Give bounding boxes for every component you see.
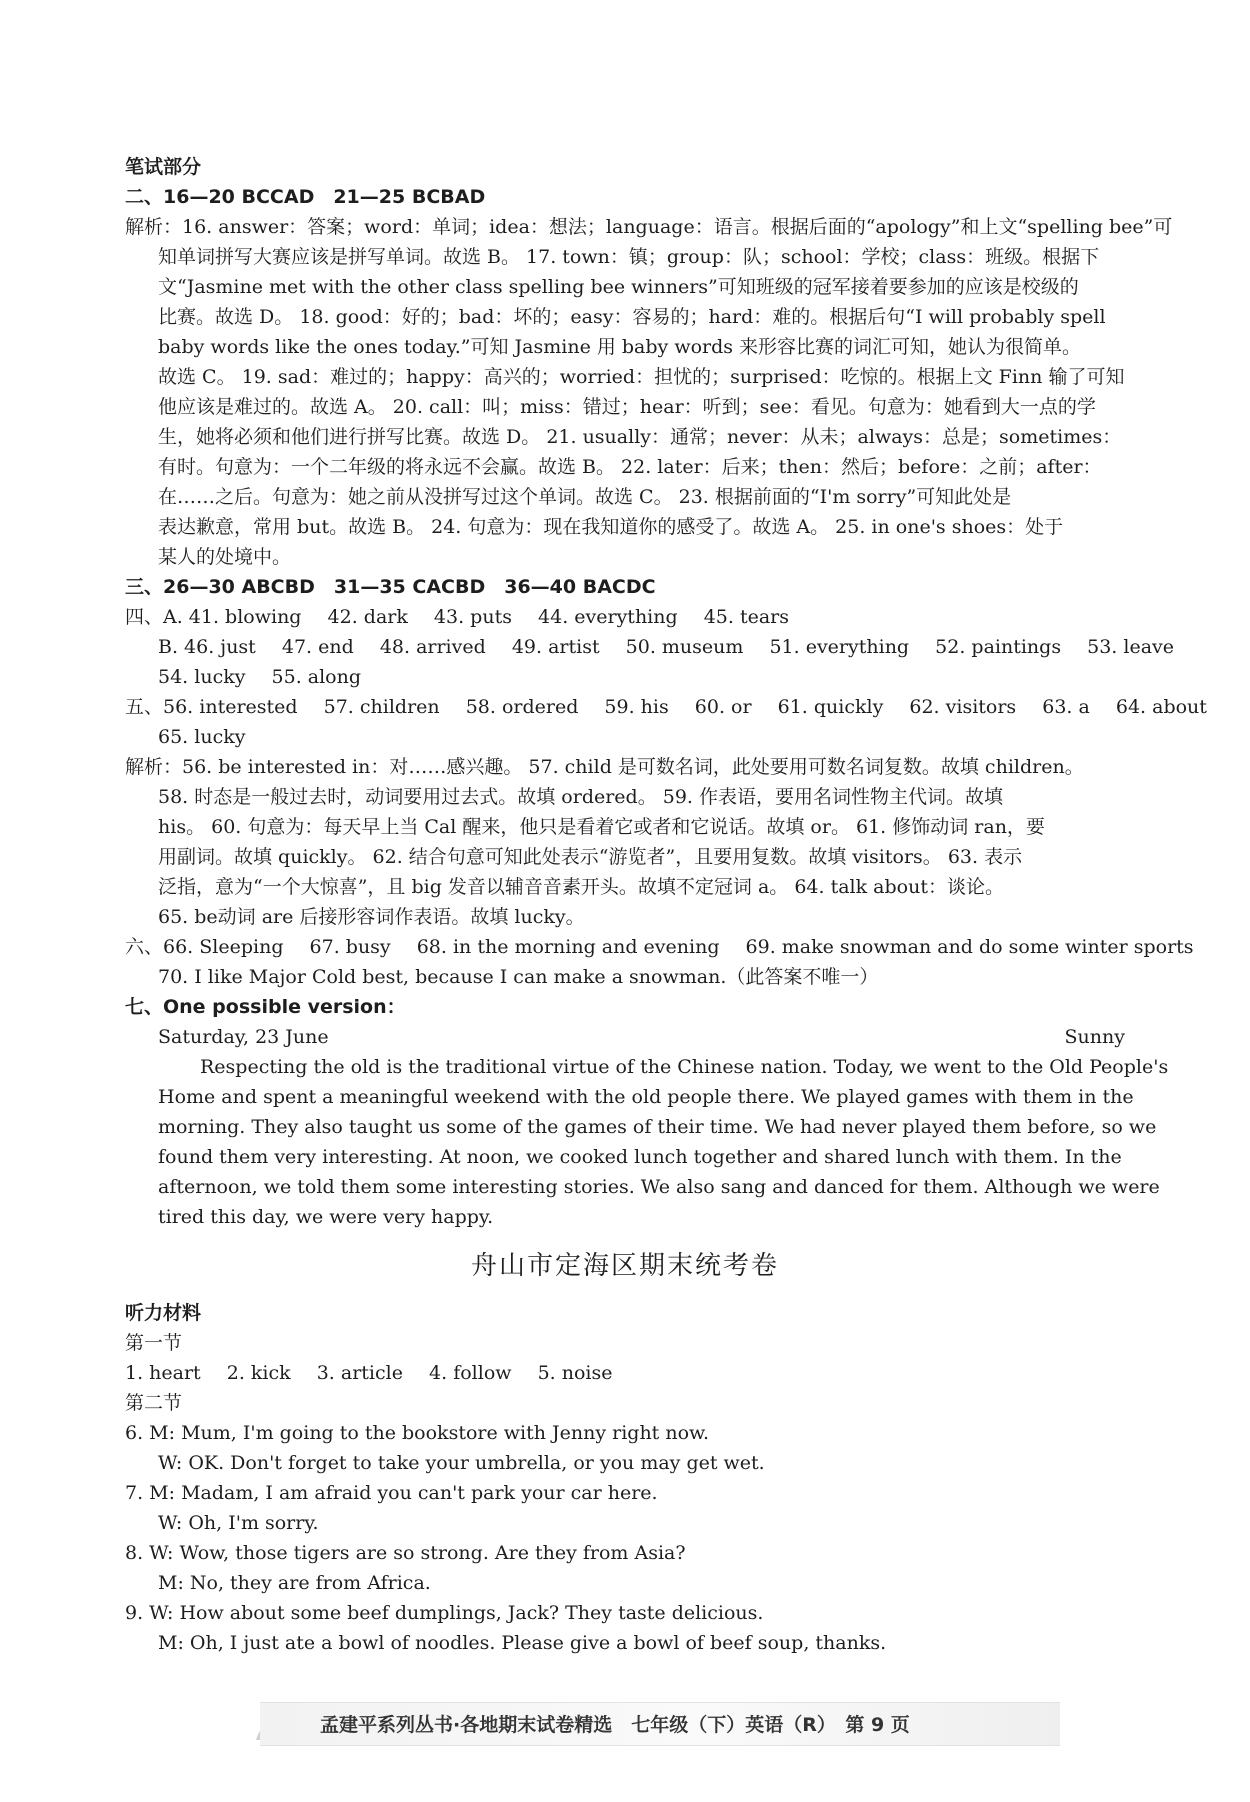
essay-weather: Sunny xyxy=(1064,1026,1125,1048)
answer-item: 47. end xyxy=(281,636,354,658)
answer-item: 4. follow xyxy=(429,1362,512,1384)
part1-label: 第一节 xyxy=(125,1332,183,1354)
answer-item: B. 46. just xyxy=(158,636,256,658)
answer-item: 3. article xyxy=(316,1362,403,1384)
dialogue-line: M: Oh, I just ate a bowl of noodles. Please give a bowl of beef soup, thanks. xyxy=(158,1632,887,1654)
s4-a-answers xyxy=(125,602,1125,632)
answer-item: 57. children xyxy=(323,696,440,718)
text-line: 故选 C。 19. sad：难过的；happy：高兴的；worried：担忧的；surprised：吃惊的。根据上文 Finn 输了可知 xyxy=(158,366,1125,388)
text-line: 知单词拼写大赛应该是拼写单词。故选 B。 17. town：镇；group：队；school：学校；class：班级。根据下 xyxy=(158,246,1100,268)
answer-item: 62. visitors xyxy=(909,696,1017,718)
s7-essay xyxy=(125,1052,1169,1232)
dialogue-line: 7. M: Madam, I am afraid you can't park your car here. xyxy=(125,1482,658,1504)
part1-answers xyxy=(125,1358,1125,1388)
answer-item: 60. or xyxy=(694,696,752,718)
answer-item: 52. paintings xyxy=(935,636,1062,658)
answer-item: 64. about xyxy=(1115,696,1207,718)
text-line: his。 60. 句意为：每天早上当 Cal 醒来，他只是看着它或者和它说话。故填 or。 61. 修饰动词 ran，要 xyxy=(158,816,1045,838)
answer-item: 42. dark xyxy=(327,606,408,628)
text-line: 泛指，意为“一个大惊喜”，且 big 发音以辅音音素开头。故填不定冠词 a。 64. talk about：谈论。 xyxy=(158,876,1004,898)
s5-answers-cont xyxy=(125,722,1125,752)
s7-header xyxy=(125,1022,1125,1052)
text-line: 他应该是难过的。故选 A。 20. call：叫；miss：错过；hear：听到；see：看见。句意为：她看到大一点的学 xyxy=(158,396,1096,418)
answer-item: 2. kick xyxy=(226,1362,291,1384)
answer-item: 67. busy xyxy=(309,936,391,958)
s5-answers xyxy=(125,692,1207,722)
s6-answers xyxy=(125,932,1194,962)
section-heading-written: 笔试部分 xyxy=(125,156,202,178)
answer-item: 68. in the morning and evening xyxy=(416,936,720,958)
text-line: 生，她将必须和他们进行拼写比赛。故选 D。 21. usually：通常；never：从未；always：总是；sometimes： xyxy=(158,426,1122,448)
answer-item: 58. ordered xyxy=(465,696,579,718)
answer-item: 43. puts xyxy=(433,606,512,628)
answer-item: 五、56. interested xyxy=(125,696,298,718)
dialogue-line: 9. W: How about some beef dumplings, Jack? They taste delicious. xyxy=(125,1602,764,1624)
essay-line: found them very interesting. At noon, we cooked lunch together and shared lunch with them. In the xyxy=(158,1146,1122,1168)
s4-b-answers xyxy=(125,632,1175,662)
answer-item: 69. make snowman and do some winter sports xyxy=(745,936,1194,958)
s2-analysis xyxy=(125,212,1173,572)
answer-page xyxy=(125,152,1207,1658)
exam-title: 舟山市定海区期末统考卷 xyxy=(470,1251,779,1281)
answer-item: 61. quickly xyxy=(777,696,884,718)
answer-item: 50. museum xyxy=(625,636,744,658)
text-line: 文“Jasmine met with the other class spelling bee winners”可知班级的冠军接着要参加的应该是校级的 xyxy=(158,276,1079,298)
page-footer: 孟建平系列丛书·各地期末试卷精选 七年级（下）英语（R） 第 9 页 xyxy=(260,1702,1060,1746)
s6-answer-70: 70. I like Major Cold best, because I can make a snowman.（此答案不唯一） xyxy=(158,966,879,988)
answer-item: 六、66. Sleeping xyxy=(125,936,284,958)
answer-item: 49. artist xyxy=(511,636,600,658)
text-line: 58. 时态是一般过去时，动词要用过去式。故填 ordered。 59. 作表语，要用名词性物主代词。故填 xyxy=(158,786,1004,808)
answer-item: 54. lucky xyxy=(158,666,246,688)
text-line: 在……之后。句意为：她之前从没拼写过这个单词。故选 C。 23. 根据前面的“I'm sorry”可知此处是 xyxy=(158,486,1012,508)
answer-item: 59. his xyxy=(604,696,669,718)
answer-item: 65. lucky xyxy=(158,726,246,748)
essay-line: morning. They also taught us some of the games of their time. We had never played them before, so we xyxy=(158,1116,1157,1138)
answer-item: 55. along xyxy=(271,666,362,688)
answer-item: 44. everything xyxy=(538,606,678,628)
s4-b-answers-cont xyxy=(125,662,1125,692)
essay-line: Home and spent a meaningful weekend with the old people there. We played games with them in the xyxy=(158,1086,1134,1108)
text-line: 65. be动词 are 后接形容词作表语。故填 lucky。 xyxy=(158,906,585,928)
text-line: 某人的处境中。 xyxy=(158,546,292,568)
s3-answers: 三、26—30 ABCBD 31—35 CACBD 36—40 BACDC xyxy=(125,576,656,598)
text-line: 表达歉意，常用 but。故选 B。 24. 句意为：现在我知道你的感受了。故选 A。 25. in one's shoes：处于 xyxy=(158,516,1064,538)
s5-analysis xyxy=(125,752,1125,932)
text-line: 有时。句意为：一个二年级的将永远不会赢。故选 B。 22. later：后来；then：然后；before：之前；after： xyxy=(158,456,1102,478)
dialogue-line: 6. M: Mum, I'm going to the bookstore with Jenny right now. xyxy=(125,1422,710,1444)
answer-item: 53. leave xyxy=(1087,636,1175,658)
answer-item: 5. noise xyxy=(537,1362,613,1384)
answer-item: 1. heart xyxy=(125,1362,201,1384)
essay-line: afternoon, we told them some interesting stories. We also sang and danced for them. Although we were xyxy=(158,1176,1160,1198)
listening-label: 听力材料 xyxy=(125,1302,202,1324)
answer-item: 四、A. 41. blowing xyxy=(125,606,302,628)
part2-label: 第二节 xyxy=(125,1392,183,1414)
s7-label: 七、One possible version： xyxy=(125,996,406,1018)
text-line: 比赛。故选 D。 18. good：好的；bad：坏的；easy：容易的；hard：难的。根据后句“I will probably spell xyxy=(158,306,1106,328)
dialogue-line: 8. W: Wow, those tigers are so strong. Are they from Asia? xyxy=(125,1542,686,1564)
text-line: 用副词。故填 quickly。 62. 结合句意可知此处表示“游览者”，且要用复数。故填 visitors。 63. 表示 xyxy=(158,846,1023,868)
dialogue-line: M: No, they are from Africa. xyxy=(158,1572,431,1594)
essay-line: Respecting the old is the traditional virtue of the Chinese nation. Today, we went to the Old People's xyxy=(200,1056,1169,1078)
answer-item: 45. tears xyxy=(703,606,790,628)
s2-answers: 二、16—20 BCCAD 21—25 BCBAD xyxy=(125,186,486,208)
essay-line: tired this day, we were very happy. xyxy=(158,1206,494,1228)
answer-item: 63. a xyxy=(1042,696,1090,718)
dialogue-line: W: OK. Don't forget to take your umbrella, or you may get wet. xyxy=(158,1452,765,1474)
answer-item: 48. arrived xyxy=(379,636,486,658)
essay-date: Saturday, 23 June xyxy=(158,1026,329,1048)
text-line: 解析：56. be interested in：对……感兴趣。 57. child 是可数名词，此处要用可数名词复数。故填 children。 xyxy=(125,756,1084,778)
dialogue-line: W: Oh, I'm sorry. xyxy=(158,1512,319,1534)
text-line: baby words like the ones today.”可知 Jasmine 用 baby words 来形容比赛的词汇可知，她认为很简单。 xyxy=(158,336,1082,358)
answer-item: 51. everything xyxy=(769,636,910,658)
text-line: 解析：16. answer：答案；word：单词；idea：想法；language：语言。根据后面的“apology”和上文“spelling bee”可 xyxy=(125,216,1173,238)
dialogues xyxy=(125,1418,1125,1658)
